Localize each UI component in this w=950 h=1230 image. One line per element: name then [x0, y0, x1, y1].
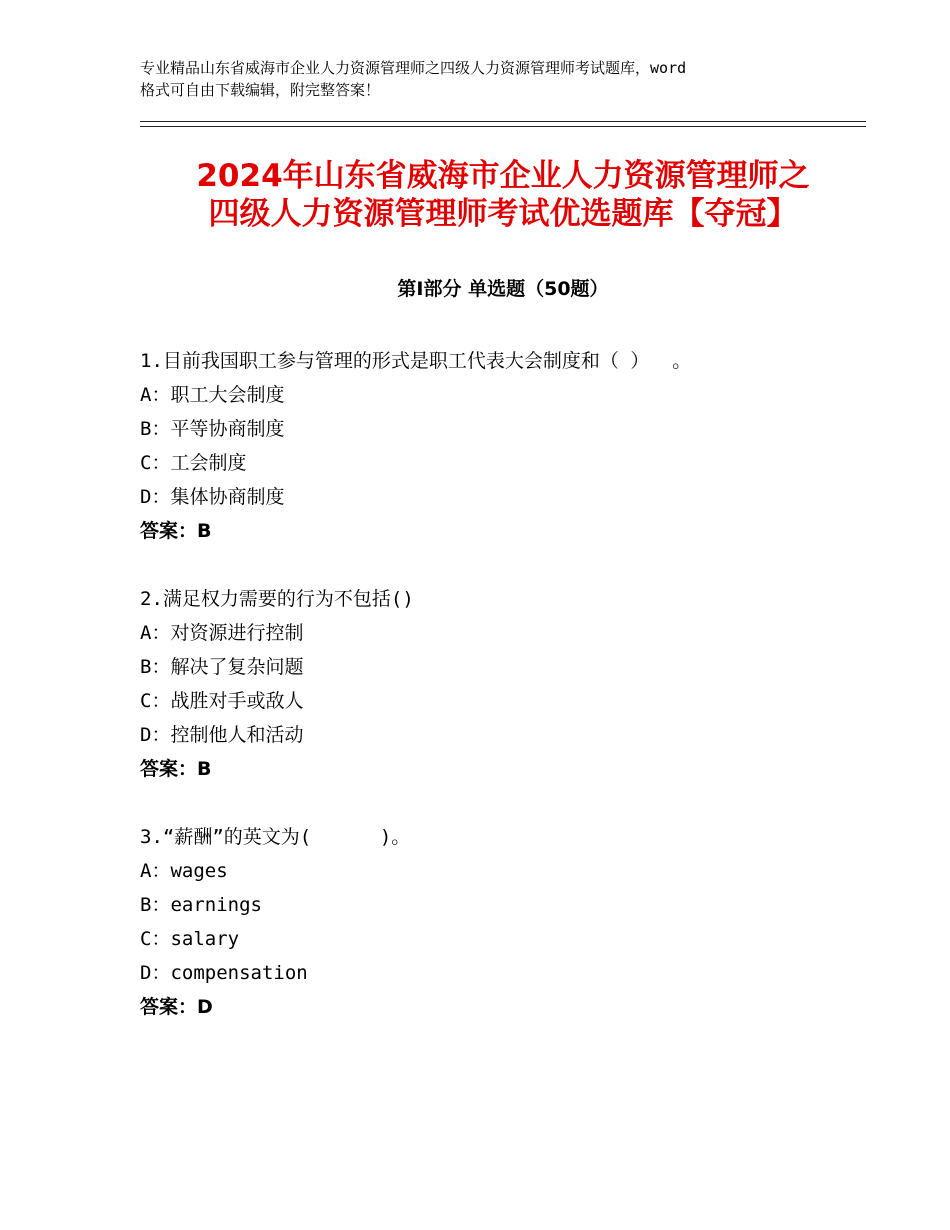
question-3-stem: 3.“薪酬”的英文为( )。 — [140, 826, 411, 848]
question-1-option-b: B：平等协商制度 — [140, 418, 285, 440]
question-1-stem: 1.目前我国职工参与管理的形式是职工代表大会制度和（ ） 。 — [140, 350, 692, 372]
question-2-option-a: A：对资源进行控制 — [140, 622, 304, 644]
header-divider-top — [140, 121, 866, 122]
header-note-line-1: 专业精品山东省威海市企业人力资源管理师之四级人力资源管理师考试题库，word — [140, 59, 687, 77]
question-3 — [140, 820, 866, 1024]
question-list — [140, 344, 866, 1058]
document-title — [140, 157, 866, 233]
question-3-answer: 答案：D — [140, 996, 213, 1018]
question-3-option-a: A：wages — [140, 860, 228, 882]
question-2-stem: 2.满足权力需要的行为不包括() — [140, 588, 414, 610]
question-2-option-b: B：解决了复杂问题 — [140, 656, 304, 678]
question-3-option-c: C：salary — [140, 928, 240, 950]
question-2-option-c: C：战胜对手或敌人 — [140, 690, 304, 712]
question-1-option-d: D：集体协商制度 — [140, 486, 285, 508]
header-note-line-2: 格式可自由下载编辑，附完整答案！ — [140, 81, 381, 99]
question-2-option-d: D：控制他人和活动 — [140, 724, 304, 746]
document-title-line-1: 2024年山东省威海市企业人力资源管理师之 — [196, 158, 810, 194]
question-1 — [140, 344, 866, 548]
question-2-answer: 答案：B — [140, 758, 212, 780]
question-1-option-c: C：工会制度 — [140, 452, 247, 474]
section-heading: 第Ⅰ部分 单选题（50题） — [397, 278, 609, 300]
question-1-option-a: A：职工大会制度 — [140, 384, 285, 406]
question-3-option-d: D：compensation — [140, 962, 308, 984]
question-2 — [140, 582, 866, 786]
question-3-option-b: B：earnings — [140, 894, 262, 916]
header-divider-bottom — [140, 126, 866, 127]
header-note — [140, 57, 830, 101]
document-title-line-2: 四级人力资源管理师考试优选题库【夺冠】 — [208, 196, 798, 232]
question-1-answer: 答案：B — [140, 520, 212, 542]
